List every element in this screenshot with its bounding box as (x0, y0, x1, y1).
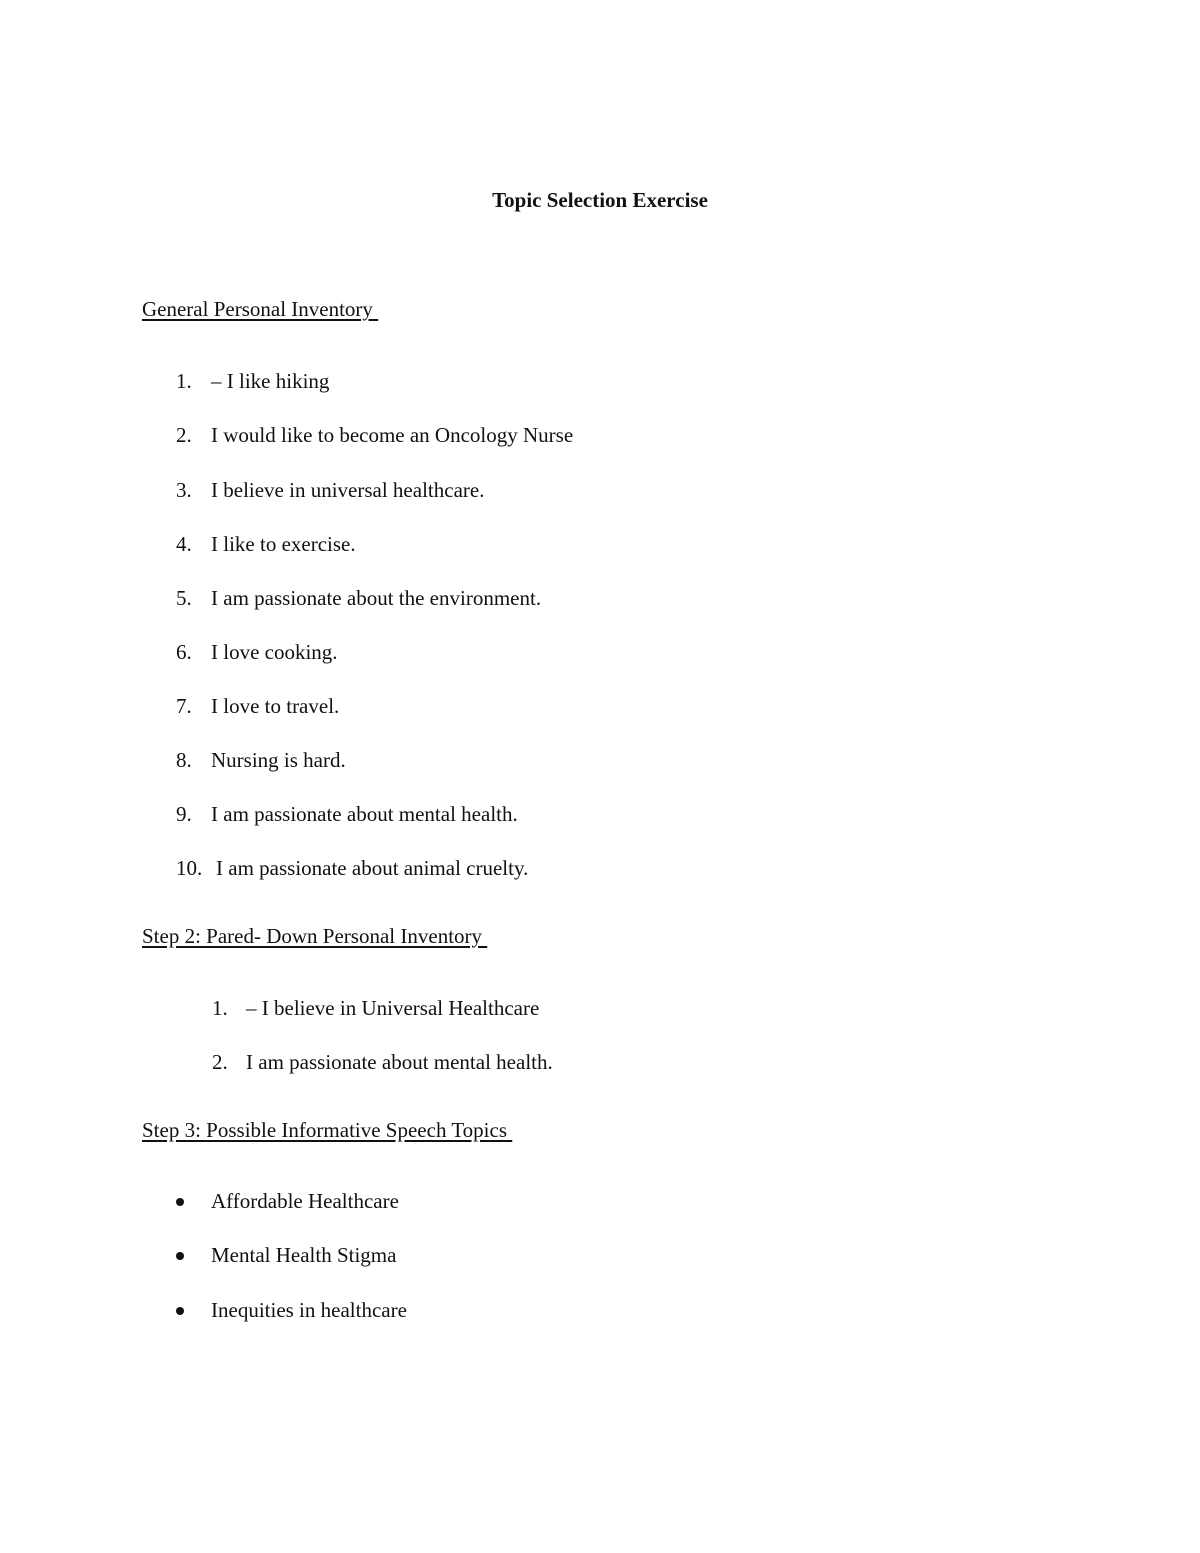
list-item (176, 584, 542, 612)
list-item (176, 746, 346, 774)
bullet-item-text: Affordable Healthcare (211, 1189, 399, 1213)
list-item-text: I believe in universal healthcare. (211, 478, 485, 502)
list-item-text: – I like hiking (211, 369, 330, 393)
list-item (176, 800, 518, 828)
list-item (176, 476, 485, 504)
bullet-icon (176, 1252, 184, 1260)
general-inventory-heading: General Personal Inventory (142, 297, 379, 321)
bullet-item-text: Inequities in healthcare (211, 1298, 407, 1322)
list-item (176, 854, 529, 882)
list-item-text: I am passionate about animal cruelty. (216, 856, 529, 880)
list-item-text: I am passionate about the environment. (211, 586, 542, 610)
list-item-text: I would like to become an Oncology Nurse (211, 423, 574, 447)
list-item-text: – I believe in Universal Healthcare (246, 996, 540, 1020)
list-item-number: 9. (176, 802, 192, 826)
list-item-text: I am passionate about mental health. (246, 1050, 553, 1074)
bullet-item (176, 1187, 399, 1215)
document-title: Topic Selection Exercise (492, 188, 708, 212)
list-item-number: 1. (176, 369, 192, 393)
list-item-number: 6. (176, 640, 192, 664)
speech-topics-heading: Step 3: Possible Informative Speech Topics (142, 1118, 513, 1142)
list-item (176, 530, 356, 558)
list-item-number: 4. (176, 532, 192, 556)
list-item-text: Nursing is hard. (211, 748, 346, 772)
list-item-number: 1. (212, 996, 228, 1020)
list-item (176, 367, 330, 395)
list-item-number: 7. (176, 694, 192, 718)
list-item-text: I love cooking. (211, 640, 338, 664)
list-item-number: 3. (176, 478, 192, 502)
list-item (176, 421, 574, 449)
list-item-number: 5. (176, 586, 192, 610)
bullet-item (176, 1296, 407, 1324)
bullet-icon (176, 1307, 184, 1315)
bullet-icon (176, 1198, 184, 1206)
list-item-number: 8. (176, 748, 192, 772)
list-item (212, 994, 540, 1022)
list-item (176, 692, 340, 720)
bullet-item-text: Mental Health Stigma (211, 1243, 397, 1267)
pared-inventory-heading: Step 2: Pared- Down Personal Inventory (142, 924, 488, 948)
list-item (176, 638, 338, 666)
list-item-text: I like to exercise. (211, 532, 356, 556)
list-item-number: 10. (176, 856, 203, 880)
list-item-number: 2. (176, 423, 192, 447)
list-item-text: I love to travel. (211, 694, 340, 718)
list-item-text: I am passionate about mental health. (211, 802, 518, 826)
bullet-item (176, 1241, 397, 1269)
list-item (212, 1048, 553, 1076)
list-item-number: 2. (212, 1050, 228, 1074)
